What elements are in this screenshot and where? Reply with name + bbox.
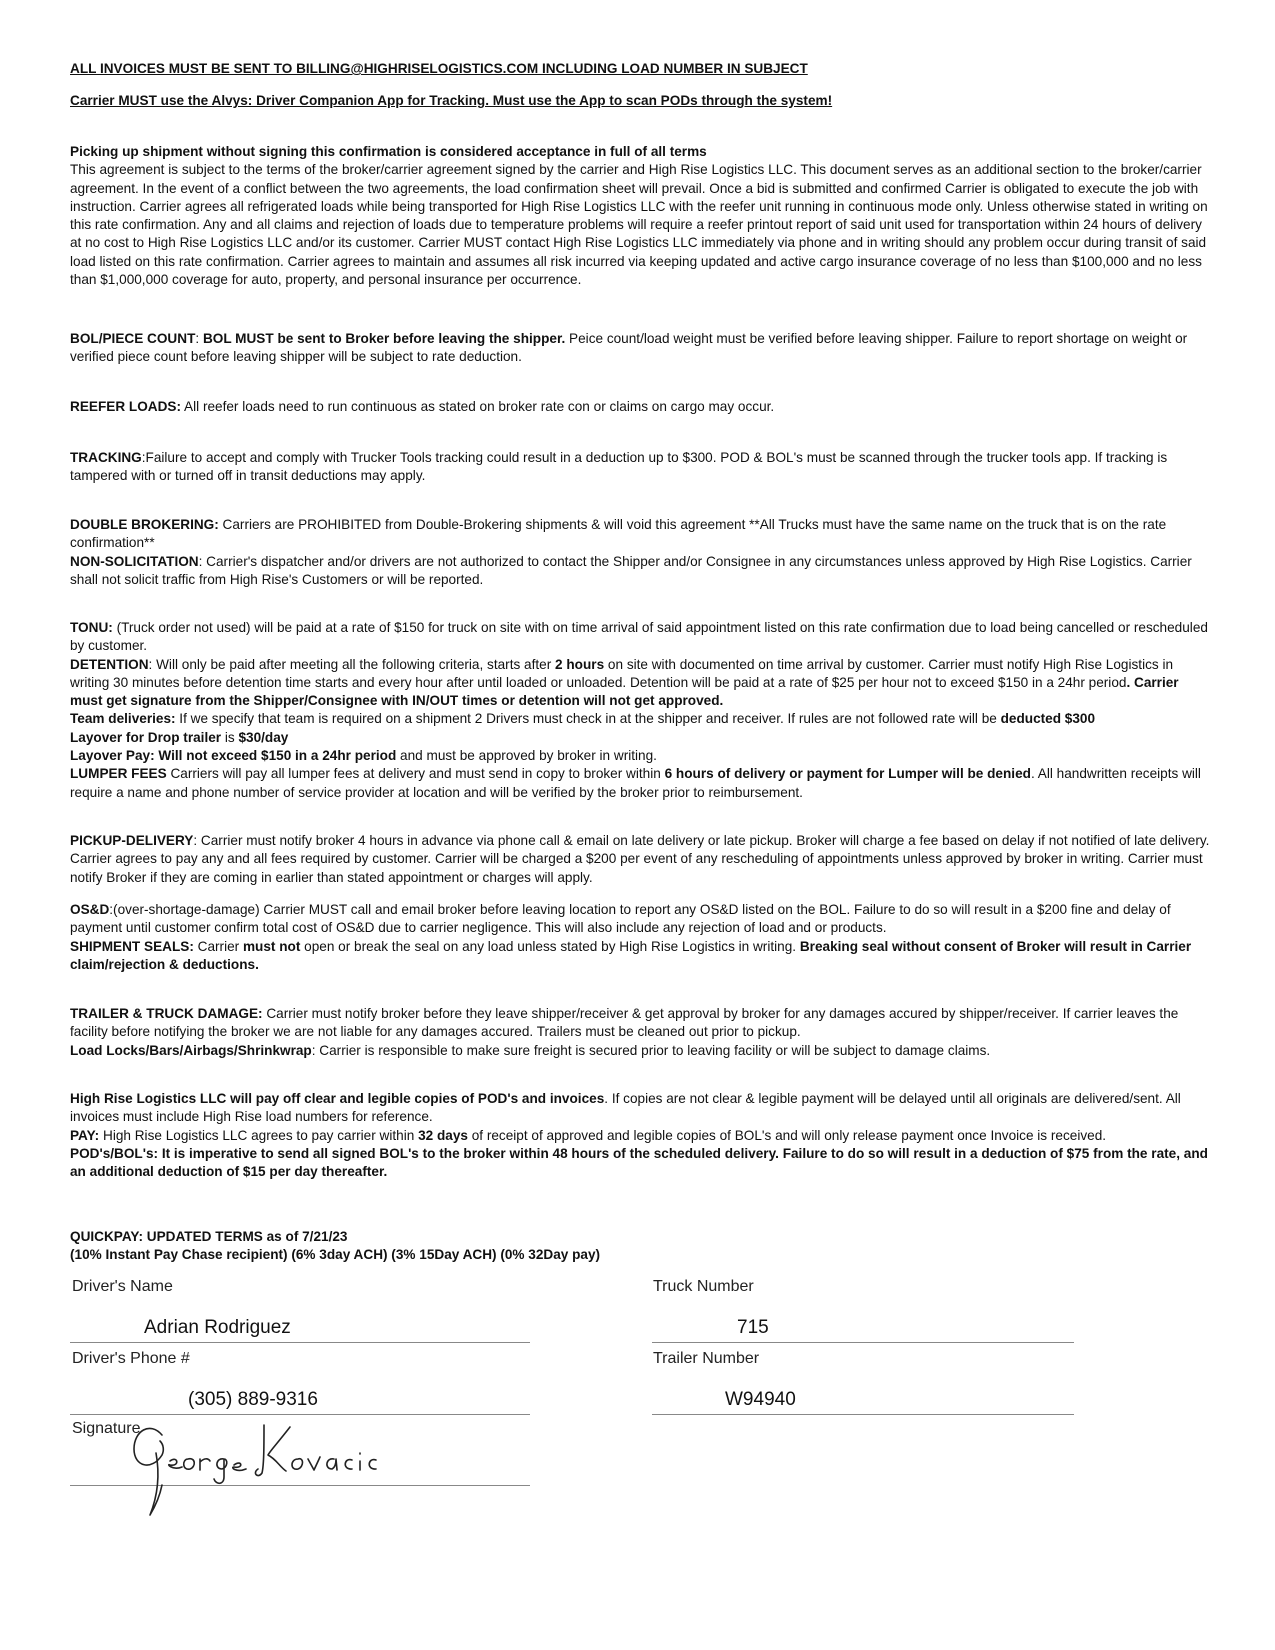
drop-body: is [221,729,239,745]
trailer-number-label: Trailer Number [653,1350,760,1367]
tonu [70,619,1210,656]
bol-label: BOL/PIECE COUNT [70,331,196,346]
detention-bold1: 2 hours [555,656,605,672]
locks-label: Load Locks/Bars/Airbags/Shrinkwrap [70,1042,312,1058]
driver-name-label: Driver's Name [72,1278,173,1295]
pay-bold: 32 days [418,1127,468,1143]
brokering-section [70,516,1210,589]
payment-section [70,1090,1210,1181]
double-body: Carriers are PROHIBITED from Double-Brokering shipments & will void this agreement **All Trucks must have the same name on the truck that is on the rate confirmation** [70,517,1167,551]
driver-name-field[interactable]: Adrian Rodriguez [144,1317,291,1338]
reefer-section [70,398,1210,416]
seals-bold2: Breaking seal without consent of Broker will result in Carrier claim/rejection & deductions. [70,938,1192,972]
truck-number-label: Truck Number [653,1278,754,1295]
detention-body2: on site with documented on time arrival by customer. Carrier must notify High Rise Logistics in writing 30 minutes before detention time starts and every hour after until loaded or unloaded. Detention will be paid at a rate of $25 per hour not to exceed $150 in a 24hr period [70,656,1174,690]
quickpay-line2: (10% Instant Pay Chase recipient) (6% 3day ACH) (3% 15Day ACH) (0% 32Day pay) [70,1247,601,1263]
quickpay-line1: QUICKPAY: UPDATED TERMS as of 7/21/23 [70,1229,348,1244]
bol-bold: BOL MUST be sent to Broker before leaving the shipper. [202,331,566,346]
seals-label: SHIPMENT SEALS: [70,938,194,954]
legible-copies [70,1090,1210,1127]
osd-body: :(over-shortage-damage) Carrier MUST call and email broker before leaving location to report any OS&D listed on the BOL. Failure to do so will result in a $200 fine and delay of payment until customer confirm total cost of OS&D due to carrier negligence. This will also include any rejection of load and or products. [70,902,1171,936]
driver-phone-field[interactable]: (305) 889-9316 [188,1389,318,1410]
layover-body: and must be approved by broker in writing. [396,748,657,764]
tracking-body: :Failure to accept and comply with Trucker Tools tracking could result in a deduction up to $300. POD & BOL's must be scanned through the trucker tools app. If tracking is tampered with or turned off in transit deductions may apply. [70,450,1168,484]
double-brokering [70,516,1210,553]
pay-terms [70,1127,1210,1145]
damage-body: Carrier must notify broker before they leave shipper/receiver & get approval by broker for any damages accured by shipper/receiver. If carrier leaves the facility before notifying the broker we are not liable for any damages accured. Trailers must be cleaned out prior to pickup. [70,1006,1179,1040]
acceptance-heading: Picking up shipment without signing this confirmation is considered acceptance in full of all terms [70,144,707,159]
team-body: If we specify that team is required on a shipment 2 Drivers must check in at the shipper and receiver. If rules are not followed rate will be [175,711,1001,727]
reefer-label: REEFER LOADS: [70,399,182,414]
invoice-notice: ALL INVOICES MUST BE SENT TO BILLING@HIGHRISELOGISTICS.COM INCLUDING LOAD NUMBER IN SUBJECT [70,61,808,76]
trailer-number-line [652,1414,1074,1415]
layover-label: Layover Pay: Will not exceed $150 in a 24hr period [70,748,397,764]
team-deliveries [70,710,1210,728]
layover-pay [70,747,1210,765]
acceptance-section [70,143,1210,289]
pickup-delivery [70,832,1210,887]
copies-body: . If copies are not clear & legible payment will be delayed until all originals are delivered/sent. All invoices must include High Rise load numbers for reference. [70,1091,1181,1125]
drop-label: Layover for Drop trailer [70,729,222,745]
osd-label: OS&D [70,902,110,917]
tracking-label: TRACKING [70,450,142,465]
detention-body1: : Will only be paid after meeting all the following criteria, starts after [148,656,556,672]
acceptance-body: This agreement is subject to the terms of the broker/carrier agreement signed by the carrier and High Rise Logistics LLC. This document serves as an additional section to the broker/carrier agreement. In the event of a conflict between the two agreements, the load confirmation sheet will prevail. Once a bid is submitted and confirmed Carrier is obligated to execute the job with instruction. Carrier agrees all refrigerated loads while being transported for High Rise Logistics LLC with the reefer unit running in continuous mode only. Unless otherwise stated in writing on this rate confirmation. Any and all claims and rejection of loads due to temperature problems will require a reefer printout report of said unit used for transportation within 24 hours of delivery at no cost to High Rise Logistics LLC and/or its customer. Carrier MUST contact High Rise Logistics LLC immediately via phone and in writing should any problem occur during transit of said load listed on this rate confirmation. Carrier agrees to maintain and assumes all risk incurred via keeping updated and active cargo insurance coverage of no less than $100,000 and no less than $1,000,000 coverage for auto, property, and personal insurance per occurrence. [70,162,1208,288]
damage-section [70,1005,1210,1060]
nonsolicit-label: NON-SOLICITATION [70,553,199,569]
pay-label: PAY: [70,1127,100,1143]
trailer-damage [70,1005,1210,1042]
truck-number-field[interactable]: 715 [737,1317,769,1338]
drop-bold: $30/day [238,729,289,745]
tonu-label: TONU: [70,620,113,635]
pods-bols: POD's/BOL's: It is imperative to send all signed BOL's to the broker within 48 hours of the scheduled delivery. Failure to do so will result in a deduction of $75 from the rate, and an additional deduction of $15 per day thereafter. [70,1145,1208,1180]
shipment-seals [70,938,1210,975]
tracking-section [70,449,1210,486]
tonu-body: (Truck order not used) will be paid at a rate of $150 for truck on site with on time arrival of said appointment listed on this rate confirmation due to load being cancelled or rescheduled by customer. [70,620,1208,654]
bol-sep: : [195,331,203,346]
team-bold: deducted $300 [1000,711,1096,727]
load-locks [70,1042,1210,1060]
handwritten-signature [130,1415,430,1520]
detention [70,656,1210,711]
damage-label: TRAILER & TRUCK DAMAGE: [70,1006,263,1021]
copies-label: High Rise Logistics LLC will pay off clear and legible copies of POD's and invoices [70,1091,605,1106]
lumper-body2: . All handwritten receipts will require a name and phone number of service provider at location and will be verified by the broker prior to reimbursement. [70,766,1201,800]
detention-label: DETENTION [70,656,149,672]
lumper-body1: Carriers will pay all lumper fees at delivery and must send in copy to broker within [166,766,665,782]
lumper-label: LUMPER FEES [70,766,167,782]
tracking-app-notice: Carrier MUST use the Alvys: Driver Companion App for Tracking. Must use the App to scan PODs through the system! [70,93,833,108]
lumper-fees [70,765,1210,802]
trailer-number-field[interactable]: W94940 [725,1389,796,1410]
drop-trailer [70,729,1210,747]
team-label: Team deliveries: [70,711,176,727]
double-label: DOUBLE BROKERING: [70,517,219,532]
detention-bold2: . Carrier must get signature from the Shipper/Consignee with IN/OUT times or detention will not get approved. [70,674,1179,709]
pay-body2: of receipt of approved and legible copies of BOL's and will only release payment once Invoice is received. [467,1127,1107,1143]
pay-body1: High Rise Logistics LLC agrees to pay carrier within [99,1127,419,1143]
seals-body2: open or break the seal on any load unless stated by High Rise Logistics in writing. [300,938,800,954]
locks-body: : Carrier is responsible to make sure freight is secured prior to leaving facility or will be subject to damage claims. [311,1042,991,1058]
osd-section [70,901,1210,974]
osd [70,901,1210,938]
signature-label: Signature [72,1420,141,1437]
seals-body1: Carrier [193,938,243,954]
seals-bold1: must not [242,938,301,954]
pickup-body: : Carrier must notify broker 4 hours in advance via phone call & email on late delivery or late pickup. Broker will charge a fee based on delay if not notified of late delivery. Carrier agrees to pay any and all fees required by customer. Carrier will be charged a $200 per event of any rescheduling of appointments unless approved by broker in writing. Carrier must notify Broker if they are coming in earlier than stated appointment or charges will apply. [70,833,1210,885]
lumper-bold: 6 hours of delivery or payment for Lumper will be denied [664,766,1031,782]
quickpay-section [70,1228,1210,1265]
nonsolicit-body: : Carrier's dispatcher and/or drivers are not authorized to contact the Shipper and/or Consignee in any circumstances unless approved by High Rise Logistics. Carrier shall not solicit traffic from High Rise's Customers or will be reported. [70,553,1192,587]
pickup-label: PICKUP-DELIVERY [70,833,194,848]
bol-section [70,330,1210,367]
driver-phone-label: Driver's Phone # [72,1350,190,1367]
reefer-body: All reefer loads need to run continuous as stated on broker rate con or claims on cargo may occur. [181,399,775,414]
driver-name-line [70,1342,530,1343]
non-solicitation [70,553,1210,590]
bol-body: Peice count/load weight must be verified before leaving shipper. Failure to report shortage on weight or verified piece count before leaving shipper will be subject to rate deduction. [70,331,1188,365]
fees-section [70,619,1210,802]
truck-number-line [652,1342,1074,1343]
